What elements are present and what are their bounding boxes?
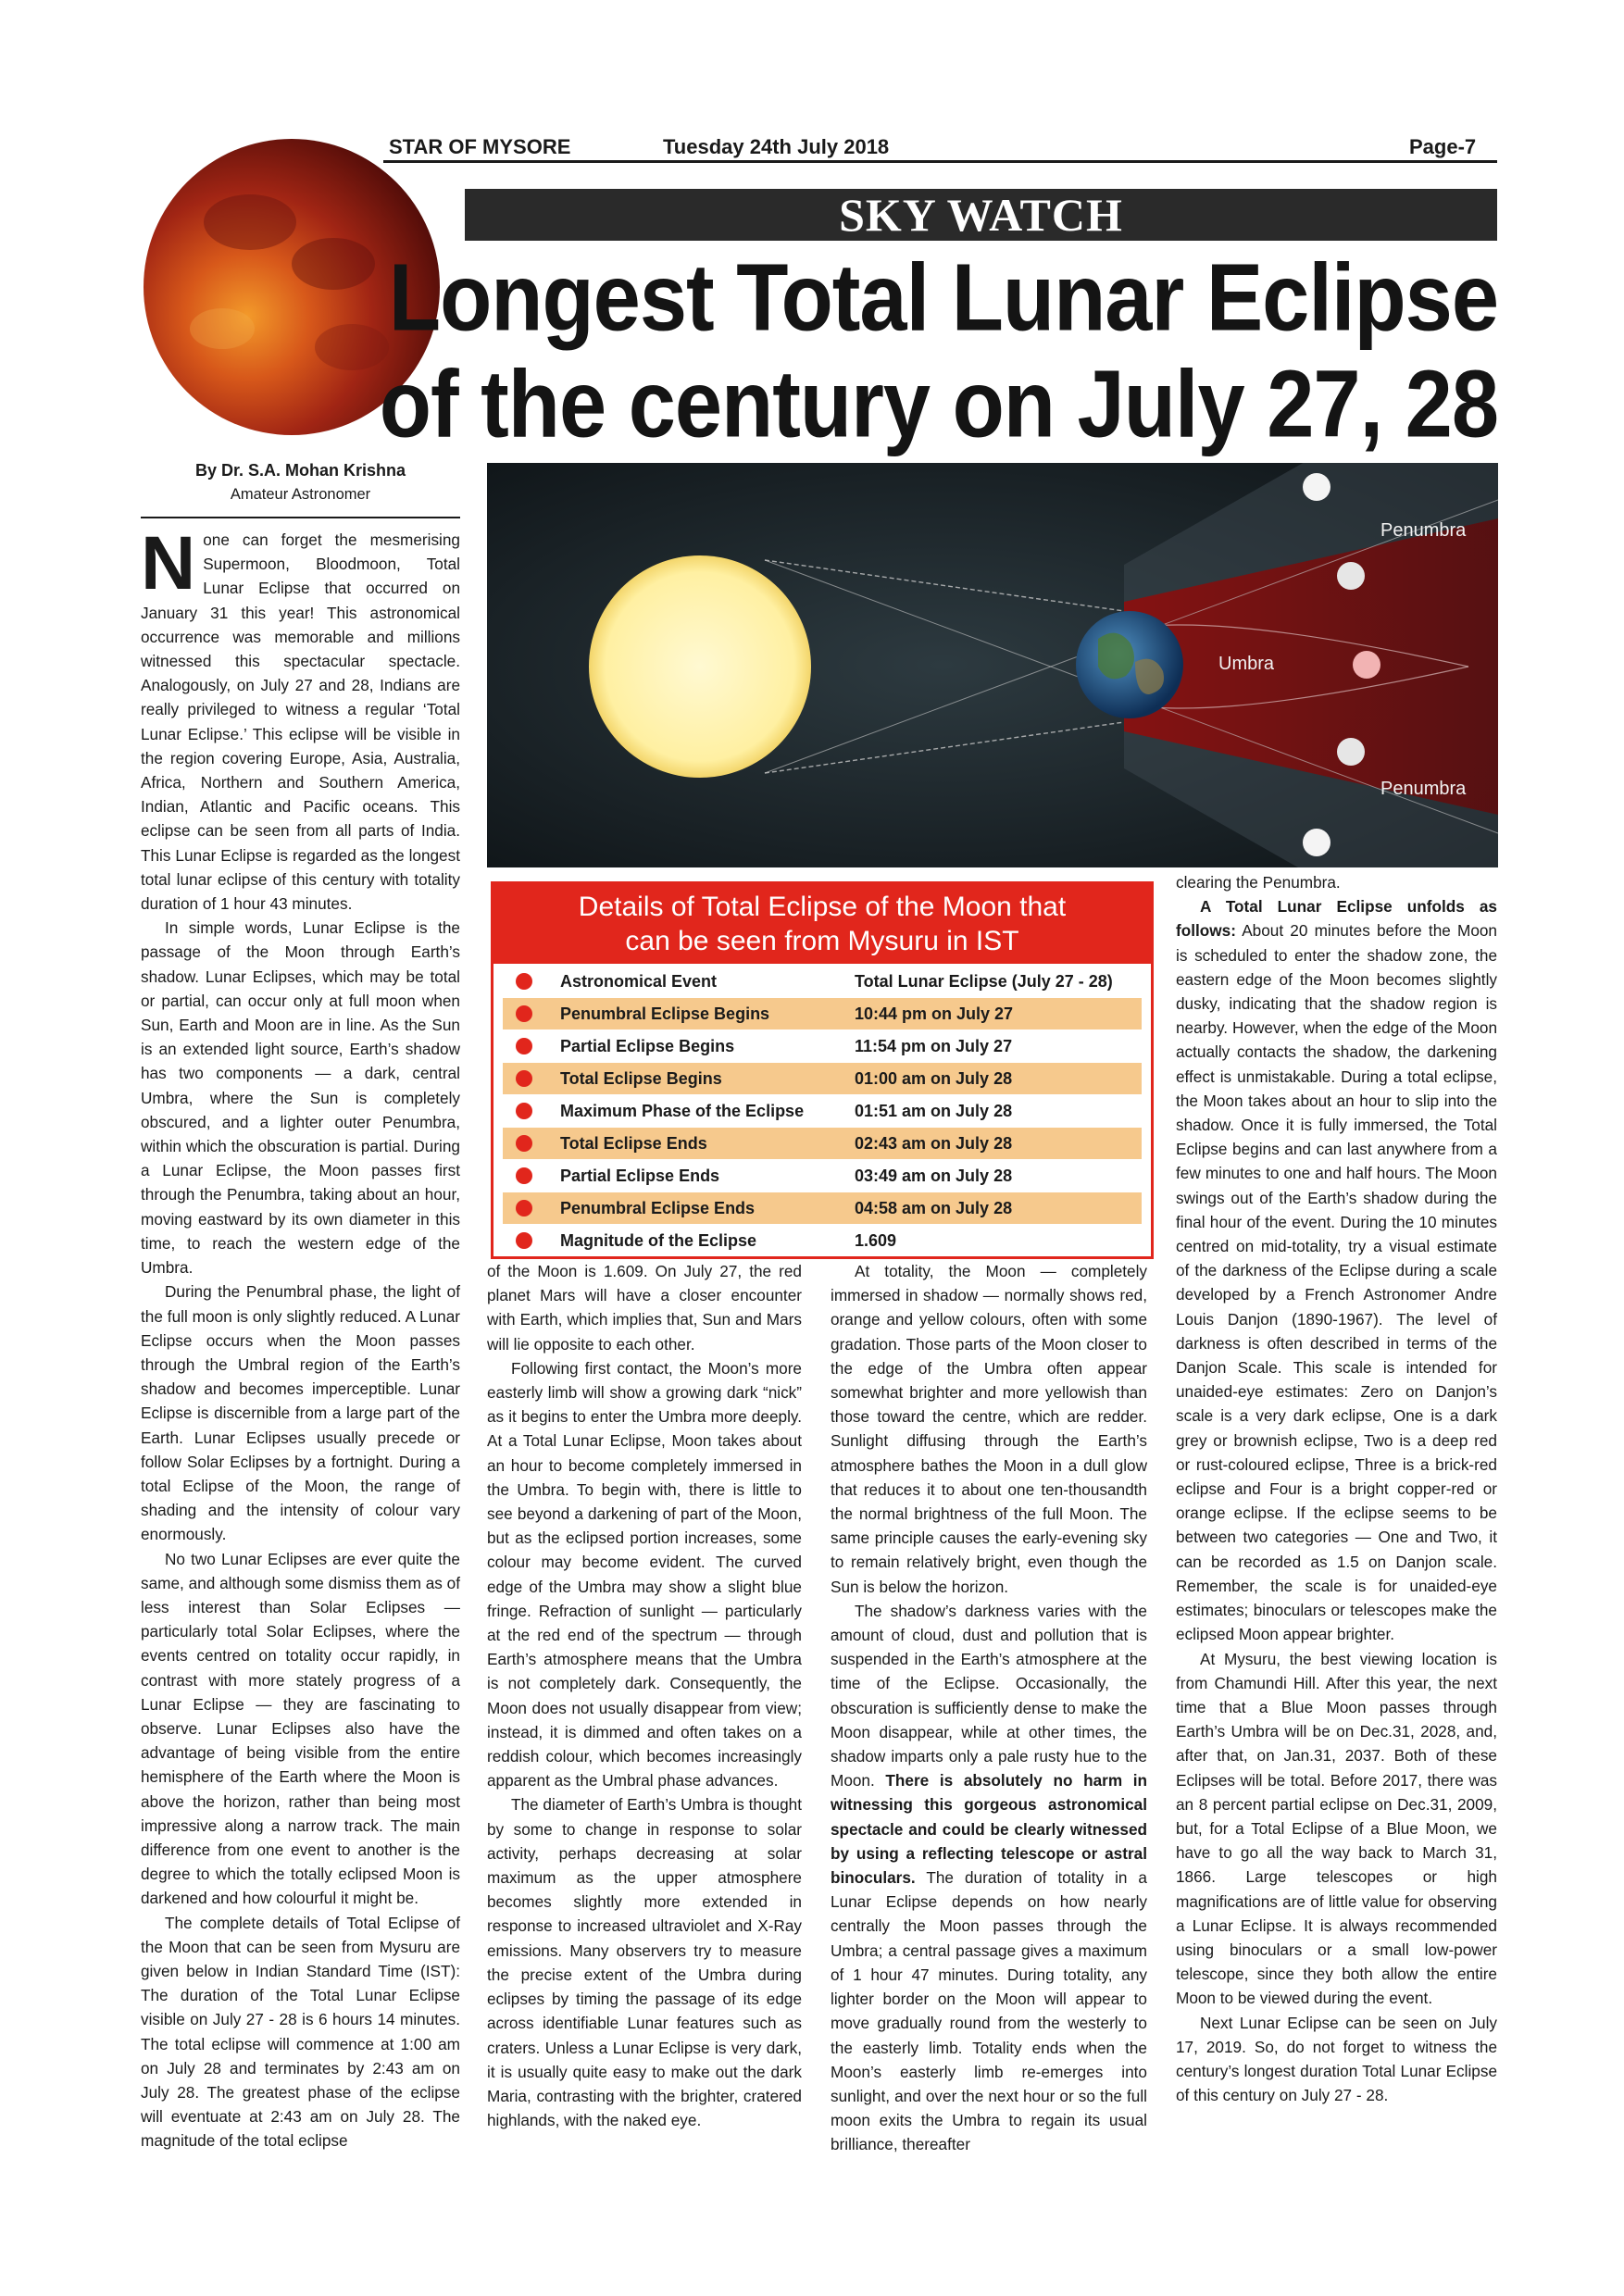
table-cell-time: 02:43 am on July 28 [855, 1134, 1013, 1153]
penumbra-label-bottom: Penumbra [1380, 779, 1467, 799]
table-cell-time: 10:44 pm on July 27 [855, 1004, 1014, 1023]
article-paragraph: At totality, the Moon — completely immersed in shadow — normally shows red, orange and yellow colours, often with some gradation. Those parts of the Moon closer to the edge of the Umbra often appear somewhat brighter and more yellowish than those toward the centre, which are redder. Sunlight diffusing through the Earth’s atmosphere bathes the Moon in a dull glow that reduces it to about one ten-thousandth the normal brightness of the full Moon. The same principle causes the early-evening sky to remain relatively bright, even though the Sun is below the horizon. [831, 1262, 1147, 1596]
paragraph-text: About 20 minutes before the Moon is scheduled to enter the shadow zone, the eastern edge of the Moon becomes slightly dusky, indicating that the shadow region is nearby. However, when the edge of the Moon actually contacts the shadow, the darkening effect is unmistakable. During a total eclipse, the Moon takes about an hour to slip into the shadow. Once it is fully immersed, the Total Eclipse begins and can last anywhere from a few minutes to one and half hours. The Moon swings out of the Earth’s shadow during the final hour of the event. During the 10 minutes centred on mid-totality, try a visual estimate of the darkness of the Eclipse during a scale developed by a French Astronomer Andre Louis Danjon (1890-1967). The level of darkness is often described in terms of the Danjon Scale. This scale is intended for unaided-eye estimates: Zero on Danjon’s scale is a very dark eclipse, One is a dark grey or brownish eclipse, Two is a deep red or rust-coloured eclipse, Three is a brick-red eclipse and Four is a bright copper-red or orange eclipse. If the eclipse seems to be between two categories — One and Two, it can be recorded as 1.5 on Danjon scale. Remember, the scale is for unaided-eye estimates; binoculars or telescopes make the eclipsed Moon appear brighter. [1176, 921, 1497, 1644]
table-cell-event: Penumbral Eclipse Begins [560, 1004, 770, 1023]
bullet-dot-icon [516, 1232, 532, 1249]
moon-phase-icon [1303, 829, 1330, 856]
table-row [503, 1128, 1142, 1159]
table-row [503, 1030, 1142, 1062]
table-cell-event: Maximum Phase of the Eclipse [560, 1102, 805, 1120]
table-cell-time: Total Lunar Eclipse (July 27 - 28) [855, 972, 1113, 991]
bullet-dot-icon [516, 1070, 532, 1087]
article-paragraph: of the Moon is 1.609. On July 27, the red planet Mars will have a closer encounter with Earth, which implies that, Sun and Mars will lie opposite to each other. [487, 1262, 802, 1354]
paragraph-text: The duration of totality in a Lunar Eclipse depends on how nearly centrally the Moon passes through the Umbra; a central passage gives a maximum of 1 hour 47 minutes. During totality, any lighter border on the Moon will appear to move gradually round from the westerly to the easterly limb. Totality ends when the Moon’s easterly limb re-emerges into sunlight, and over the next hour or so the full moon exits the Umbra to regain its usual brilliance, thereafter [831, 1868, 1147, 2154]
moon-phase-icon [1303, 473, 1330, 501]
article-paragraph: At Mysuru, the best viewing location is from Chamundi Hill. After this year, the next time that a Blue Moon passes through Earth’s Umbra will be on Dec.31, 2028, and, after that, on Jan.31, 2037. Both of these Eclipses will be total. Before 2017, there was an 8 percent partial eclipse on Dec.31, 2009, but, for a Total Eclipse of a Blue Moon, we have to go all the way back to March 31, 1866. Large telescopes or high magnifications are of little value for observing a Lunar Eclipse. It is always recommended using binoculars or a small low-power telescope, since they both allow the entire Moon to be viewed during the event. [1176, 1649, 1497, 2008]
bullet-dot-icon [516, 1135, 532, 1152]
article-paragraph: The complete details of Total Eclipse of the Moon that can be seen from Mysuru are given below in Indian Standard Time (IST): The duration of the Total Lunar Eclipse visible on July 27 - 28 is 6 hours 14 minutes. The total eclipse will commence at 1:00 am on July 28 and terminates by 2:43 am on July 28. The greatest phase of the eclipse will eventuate at 2:43 am on July 28. The magnitude of the total eclipse [141, 1913, 460, 2151]
table-row [503, 1063, 1142, 1094]
table-row [503, 1192, 1142, 1224]
table-title-line-1: Details of Total Eclipse of the Moon that [578, 892, 1067, 922]
byline-author: By Dr. S.A. Mohan Krishna [194, 461, 406, 480]
article-column-3 [831, 1259, 1147, 2185]
table-cell-time: 1.609 [855, 1231, 897, 1250]
drop-cap: N [141, 521, 196, 605]
article-paragraph [831, 1599, 1147, 2157]
table-cell-event: Total Eclipse Ends [560, 1134, 707, 1153]
table-cell-time: 01:51 am on July 28 [855, 1102, 1013, 1120]
moon-phase-icon [1337, 562, 1365, 590]
bold-text: There is absolutely no harm in witnessing this gorgeous astronomical spectacle and could be clearly witnessed by using a reflecting telescope or astral binoculars. [831, 1771, 1148, 1888]
table-row [503, 1160, 1142, 1192]
table-cell-time: 03:49 am on July 28 [855, 1167, 1013, 1185]
article-paragraph: The diameter of Earth’s Umbra is thought by some to change in response to solar activity, perhaps decreasing at solar maximum as the upper atmosphere becomes slightly more extended in response to increased ultraviolet and X-Ray emissions. Many observers try to measure the precise extent of the Umbra during eclipses by timing the passage of its edge across identifiable Lunar features such as craters. Unless a Lunar Eclipse is very dark, it is usually quite easy to make out the dark Maria, contrasting with the brighter, cratered highlands, with the naked eye. [487, 1795, 802, 2130]
table-row [503, 1225, 1142, 1256]
byline-rule [141, 517, 460, 518]
paragraph-text: one can forget the mesmerising Supermoon, Bloodmoon, Total Lunar Eclipse that occurred on January 31 this year! This astronomical occurrence was memorable and millions witnessed this spectacular spectacle. Analogously, on July 27 and 28, Indians are really privileged to witness a regular ‘Total Lunar Eclipse.’ This eclipse will be visible in the region covering Europe, Asia, Australia, Africa, Northern and Southern America, Indian, Atlantic and Pacific oceans. This eclipse can be seen from all parts of India. This Lunar Eclipse is regarded as the longest total lunar eclipse of this century with totality duration of 1 hour 43 minutes. [141, 530, 460, 914]
table-cell-event: Penumbral Eclipse Ends [560, 1199, 756, 1217]
section-title-bar: SKY WATCH [465, 189, 1497, 241]
table-cell-time: 04:58 am on July 28 [855, 1199, 1013, 1217]
bullet-dot-icon [516, 1103, 532, 1119]
eclipse-diagram [487, 463, 1498, 867]
headline-line-2: of the century on July 27, 28 [379, 351, 1498, 458]
penumbra-label-top: Penumbra [1380, 520, 1467, 541]
table-cell-event: Total Eclipse Begins [560, 1069, 722, 1088]
table-title-line-2: can be seen from Mysuru in IST [625, 926, 1019, 956]
issue-date: Tuesday 24th July 2018 [663, 135, 890, 158]
publication-name: STAR OF MYSORE [389, 135, 571, 158]
table-title [493, 884, 1151, 964]
article-paragraph: In simple words, Lunar Eclipse is the passage of the Moon through Earth’s shadow. Lunar Eclipses, which may be total or partial, can occur only at full moon when Sun, Earth and Moon are in line. As the Sun is an extended light source, Earth’s shadow has two components — a dark, central Umbra, where the Sun is completely obscured, and a lighter outer Penumbra, within which the obscuration is partial. During a Lunar Eclipse, the Moon passes first through the Penumbra, taking about an hour, moving eastward by its own diameter in this time, to reach the western edge of the Umbra. [141, 918, 460, 1278]
umbra-label: Umbra [1218, 654, 1275, 674]
table-row [503, 966, 1142, 997]
article-paragraph [1176, 894, 1497, 1646]
bullet-dot-icon [516, 1167, 532, 1184]
header-rule [383, 160, 1497, 163]
article-paragraph: During the Penumbral phase, the light of the full moon is only slightly reduced. A Lunar Eclipse occurs when the Moon passes through the Umbral region of the Earth’s shadow and becomes imperceptible. Lunar Eclipse is discernible from a large part of the Earth. Lunar Eclipses usually precede or follow Solar Eclipses by a fortnight. During a total Eclipse of the Moon, the range of shading and the intensity of colour vary enormously. [141, 1282, 460, 1544]
table-row [503, 998, 1142, 1029]
table-cell-event: Partial Eclipse Begins [560, 1037, 735, 1055]
article-column-2 [487, 1259, 802, 2185]
article-paragraph: Next Lunar Eclipse can be seen on July 17, 2019. So, do not forget to witness the century’s longest duration Total Lunar Eclipse of this century on July 27 - 28. [1176, 2013, 1497, 2105]
table-cell-time: 11:54 pm on July 27 [855, 1037, 1013, 1055]
bullet-dot-icon [516, 1200, 532, 1217]
eclipse-details-table [491, 881, 1154, 1259]
byline-role: Amateur Astronomer [230, 486, 371, 503]
moon-phase-icon [1353, 651, 1380, 679]
table-cell-event: Magnitude of the Eclipse [560, 1231, 757, 1250]
bullet-dot-icon [516, 1038, 532, 1054]
table-row [503, 1095, 1142, 1127]
article-column-4 [1176, 870, 1497, 2185]
table-cell-event: Partial Eclipse Ends [560, 1167, 720, 1185]
page-number: Page-7 [1409, 135, 1477, 158]
bullet-dot-icon [516, 973, 532, 990]
article-column-1 [141, 521, 460, 2185]
moon-phase-icon [1337, 738, 1365, 766]
article-paragraph: No two Lunar Eclipses are ever quite the same, and although some dismiss them as of less interest than Solar Eclipses — particularly total Solar Eclipses, where the events centred on totality occur rapidly, in contrast with more stately progress of a Lunar Eclipse — they are fascinating to observe. Lunar Eclipses also have the advantage of being visible from the entire hemisphere of the Earth where the Moon is above the horizon, rather than being most impressive along a narrow track. The main difference from one event to another is the degree to which the totally eclipsed Moon is darkened and how colourful it might be. [141, 1549, 460, 1908]
sun-icon [589, 555, 811, 778]
headline-line-1: Longest Total Lunar Eclipse [388, 244, 1498, 352]
table-cell-event: Astronomical Event [560, 972, 718, 991]
article-paragraph: Following first contact, the Moon’s more easterly limb will show a growing dark “nick” as it begins to enter the Umbra more deeply. At a Total Lunar Eclipse, Moon takes about an hour to become completely immersed in the Umbra. To begin with, there is little to see beyond a darkening of part of the Moon, but as the eclipsed portion increases, some colour may become evident. The curved edge of the Umbra may show a slight blue fringe. Refraction of sunlight — particularly at the red end of the spectrum — through Earth’s atmosphere means that the Umbra is not completely dark. Consequently, the Moon does not usually disappear from view; instead, it is dimmed and often takes on a reddish colour, which becomes increasingly apparent as the Umbral phase advances. [487, 1358, 802, 1791]
paragraph-text: The shadow’s darkness varies with the amount of cloud, dust and pollution that is suspended in the Earth’s atmosphere at the time of the Eclipse. Occasionally, the obscuration is sufficiently dense to make the Moon disappear, while at other times, the shadow imparts only a pale rusty hue to the Moon. [831, 1601, 1147, 1791]
table-cell-time: 01:00 am on July 28 [855, 1069, 1013, 1088]
bold-text: A Total Lunar Eclipse unfolds as follows: [1176, 897, 1497, 941]
article-paragraph [141, 521, 460, 916]
bullet-dot-icon [516, 1005, 532, 1022]
article-paragraph: clearing the Penumbra. [1176, 873, 1341, 892]
